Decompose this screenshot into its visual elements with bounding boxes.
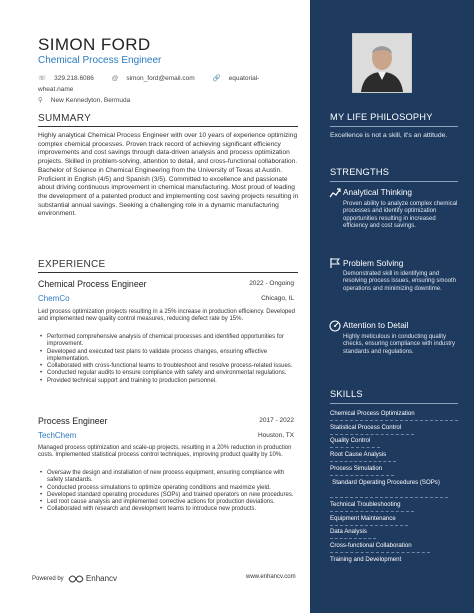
skill-tag: Technical Troubleshooting [330,501,401,508]
summary-heading: SUMMARY [38,113,92,124]
strength-description: Demonstrated skill in identifying and resolving process issues, ensuring smooth operations and minimizing downtime. [343,271,457,292]
chart-icon [329,187,341,199]
contact-info [38,73,310,106]
job-bullet: • Collaborated with cross-functional teams to troubleshoot and resolve process-related issues. [38,363,300,370]
email-contact[interactable] [112,75,203,82]
candidate-name: SIMON FORD [38,35,151,54]
skill-tag: Training and Development [330,556,402,563]
skill-tag: Process Simulation [330,465,383,472]
job-title: Process Engineer [38,416,108,426]
job-bullet: • Provided technical support and training to production personnel. [38,378,300,385]
skills-heading: SKILLS [330,389,363,399]
skill-divider [330,552,430,553]
phone-icon: ☏ [38,75,47,82]
skill-divider [330,511,414,512]
job-company[interactable]: TechChem [38,431,77,440]
skill-tag: Chemical Process Optimization [330,410,415,417]
philosophy-heading: MY LIFE PHILOSOPHY [330,112,433,122]
job-bullet: • Developed and executed test plans to validate process changes, ensuring effective implementation. [38,349,300,364]
skills-divider [330,403,458,404]
strength-title: Problem Solving [343,258,404,268]
job-dates: 2017 - 2022 [259,417,294,424]
skill-divider [330,434,414,435]
job-bullet: • Performed comprehensive analysis of chemical processes and identified opportunities for improvement. [38,334,300,349]
skill-tag: Quality Control [330,437,371,444]
job-title: Chemical Process Engineer [38,279,147,289]
location-contact [38,97,138,104]
skill-tag: Equipment Maintenance [330,515,396,522]
job-bullets [38,334,300,385]
powered-by-label: Powered by [32,575,64,582]
skill-tag: Root Cause Analysis [330,451,387,458]
skill-divider [330,461,396,462]
job-bullet: • Conducted process simulations to optimize operating conditions and maximize yield. [38,485,300,492]
summary-text: Highly analytical Chemical Process Engineer with over 10 years of experience optimizing complex chemical processes. Proven track record of achieving significant efficiency improvements and cost savings through data-driven analysis and process optimization projects. Skilled in problem-solving, attention to detail, and cross-functional collaboration. Bachelor of Science in Chemical Engineering from the University of Texas at Austin. Proficient in English (4/5) and Spanish (3/5). Committed to excellence and passionate about driving continuous improvement in chemical manufacturing. Most proud of leading the development of a patented product and implementing cost saving projects resulting in substantial annual savings. Seeking a challenging role in a dynamic manufacturing environment. [38,132,299,218]
job-bullets [38,470,300,514]
link-icon: 🔗 [212,75,221,82]
link-text: equatorial-wheat.name [38,75,260,93]
strengths-divider [330,181,458,182]
job-location: Chicago, IL [261,295,294,302]
skill-tag: Cross-functional Collaboration [330,542,412,549]
flag-icon [329,257,341,269]
strength-description: Proven ability to analyze complex chemical processes and identify optimization opportunities resulting in increased efficiency and cost savings. [343,201,458,230]
philosophy-divider [330,126,458,127]
skill-tag: Data Analysis [330,528,367,535]
profile-photo-image [353,34,411,92]
phone-contact[interactable] [38,75,102,82]
job-company[interactable]: ChemCo [38,294,70,303]
at-icon: @ [111,75,119,82]
location-pin-icon: ⚲ [38,97,43,104]
philosophy-text: Excellence is not a skill, it's an attitude. [330,132,448,139]
experience-divider [38,272,298,273]
location-text: New Kennedyton, Bermuda [50,97,131,104]
skill-tag: Standard Operating Procedures (SOPs) [332,479,440,486]
skill-divider [330,525,408,526]
skill-divider [330,447,380,448]
job-bullet: • Developed standard operating procedures (SOPs) and trained operators on new procedures. [38,492,300,499]
strength-title: Attention to Detail [343,320,409,330]
strength-description: Highly meticulous in conducting quality checks, ensuring compliance with industry standards and regulations. [343,334,456,355]
job-bullet: • Conducted regular audits to ensure compliance with safety and environmental regulations. [38,370,300,377]
enhancv-logo[interactable] [68,574,117,583]
enhancv-brand-text: Enhancv [85,574,118,583]
skill-divider [330,538,376,539]
phone-text: 329.218.6086 [54,75,94,82]
dial-icon [329,320,341,332]
skill-divider [330,420,458,421]
strengths-heading: STRENGTHS [330,167,390,177]
strength-title: Analytical Thinking [343,187,413,197]
email-text: simon_ford@email.com [126,75,195,82]
skill-divider [330,475,394,476]
enhancv-logo-icon [68,575,84,583]
job-dates: 2022 - Ongoing [249,280,294,287]
skill-tag: Statistical Process Control [330,424,402,431]
experience-heading: EXPERIENCE [38,259,106,270]
footer-website-link[interactable]: www.enhancv.com [246,574,296,580]
job-description: Managed process optimization and scale-up projects, resulting in a 20% reduction in production costs. Implemented statistical process control techniques, improving product quality by 10%. [38,445,292,459]
job-bullet: • Oversaw the design and installation of new process equipment, ensuring compliance with safety standards. [38,470,300,485]
candidate-title: Chemical Process Engineer [38,55,162,66]
profile-photo [352,33,412,93]
job-bullet: • Led root cause analysis and implemented corrective actions for production deviations. [38,499,300,506]
summary-divider [38,126,298,127]
job-location: Houston, TX [257,432,294,439]
skill-divider [330,497,448,498]
job-description: Led process optimization projects resulting in a 25% increase in production efficiency. Developed and implemented new quality control measures, reducing defect rate by 15%. [38,309,295,323]
footer-powered-by [32,574,117,583]
job-bullet: • Collaborated with research and development teams to introduce new products. [38,506,300,513]
